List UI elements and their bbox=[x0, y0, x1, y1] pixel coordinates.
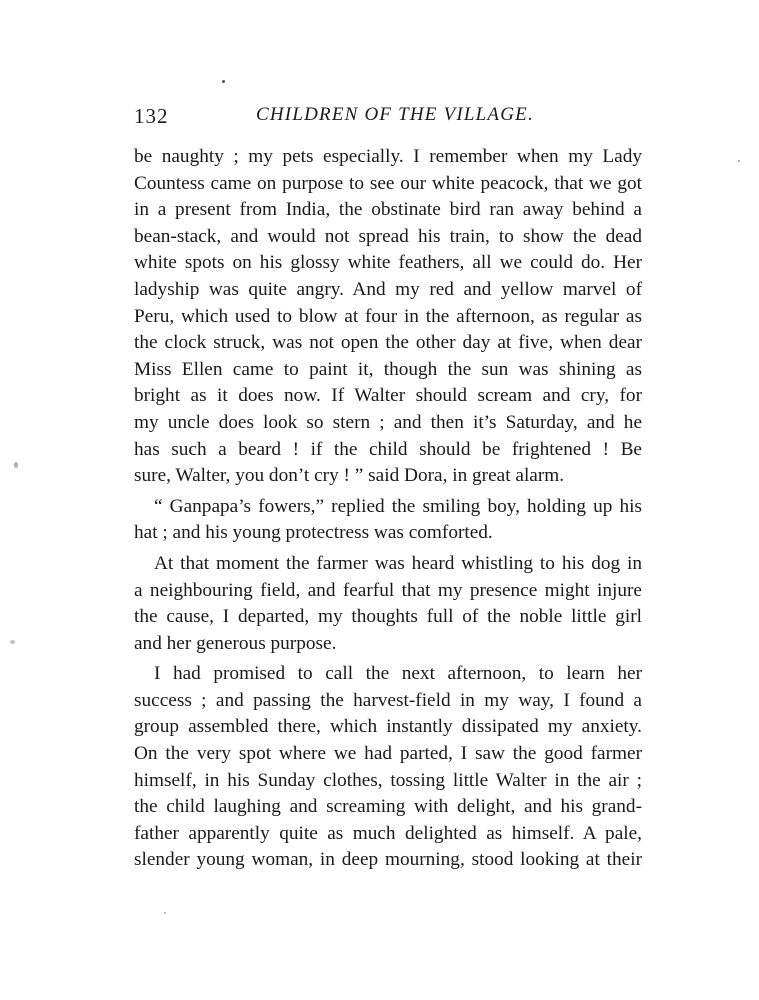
page-header bbox=[134, 104, 644, 132]
scan-speck bbox=[222, 80, 225, 83]
text-line: in a present from India, the obstinate bird ran away behind a bbox=[134, 199, 642, 221]
text-line: bean-stack, and would not spread his train, to show the dead bbox=[134, 225, 642, 247]
text-line: Miss Ellen came to paint it, though the sun was shining as bbox=[134, 358, 642, 380]
text-line: Peru, which used to blow at four in the afternoon, as regular as bbox=[134, 305, 642, 327]
text-line: ladyship was quite angry. And my red and yellow marvel of bbox=[134, 278, 642, 300]
text-line: be naughty ; my pets especially. I remember when my Lady bbox=[134, 146, 642, 167]
text-line: himself, in his Sunday clothes, tossing little Walter in the air ; bbox=[134, 769, 642, 791]
text-line: slender young woman, in deep mourning, stood looking at their bbox=[134, 849, 642, 871]
text-line: “ Ganpapa’s fowers,” replied the smiling boy, holding up his bbox=[154, 495, 642, 517]
page-number: 132 bbox=[134, 104, 169, 128]
text-line: Countess came on purpose to see our white peacock, that we got bbox=[134, 172, 642, 194]
body-text bbox=[134, 144, 642, 874]
text-line: On the very spot where we had parted, I saw the good farmer bbox=[134, 743, 642, 765]
text-line: the cause, I departed, my thoughts full of the noble little girl bbox=[134, 606, 642, 628]
text-line: hat ; and his young protectress was comforted. bbox=[134, 522, 493, 544]
text-line: and her generous purpose. bbox=[134, 632, 337, 654]
scan-speck bbox=[164, 912, 166, 914]
scan-speck bbox=[10, 640, 15, 644]
text-line: father apparently quite as much delighted as himself. A pale, bbox=[134, 822, 642, 844]
running-title: CHILDREN OF THE VILLAGE. bbox=[256, 104, 534, 125]
paragraph bbox=[134, 494, 642, 547]
text-line: a neighbouring field, and fearful that my presence might injure bbox=[134, 579, 642, 601]
text-line: the child laughing and screaming with delight, and his grand- bbox=[134, 796, 642, 818]
paragraph bbox=[134, 661, 642, 874]
text-line: At that moment the farmer was heard whistling to his dog in bbox=[154, 552, 642, 574]
text-line: bright as it does now. If Walter should scream and cry, for bbox=[134, 385, 642, 407]
scan-speck bbox=[14, 462, 18, 468]
text-line: has such a beard ! if the child should be frightened ! Be bbox=[134, 438, 642, 460]
scan-speck bbox=[738, 160, 740, 162]
text-line: white spots on his glossy white feathers, all we could do. Her bbox=[134, 252, 642, 274]
text-line: my uncle does look so stern ; and then it’s Saturday, and he bbox=[134, 411, 642, 433]
text-line: the clock struck, was not open the other day at five, when dear bbox=[134, 332, 642, 354]
text-line: group assembled there, which instantly dissipated my anxiety. bbox=[134, 716, 642, 738]
text-line: success ; and passing the harvest-field in my way, I found a bbox=[134, 689, 642, 711]
text-line: I had promised to call the next afternoon, to learn her bbox=[154, 663, 642, 685]
paragraph bbox=[134, 551, 642, 657]
text-line: sure, Walter, you don’t cry ! ” said Dora, in great alarm. bbox=[134, 465, 565, 487]
paragraph bbox=[134, 144, 642, 490]
